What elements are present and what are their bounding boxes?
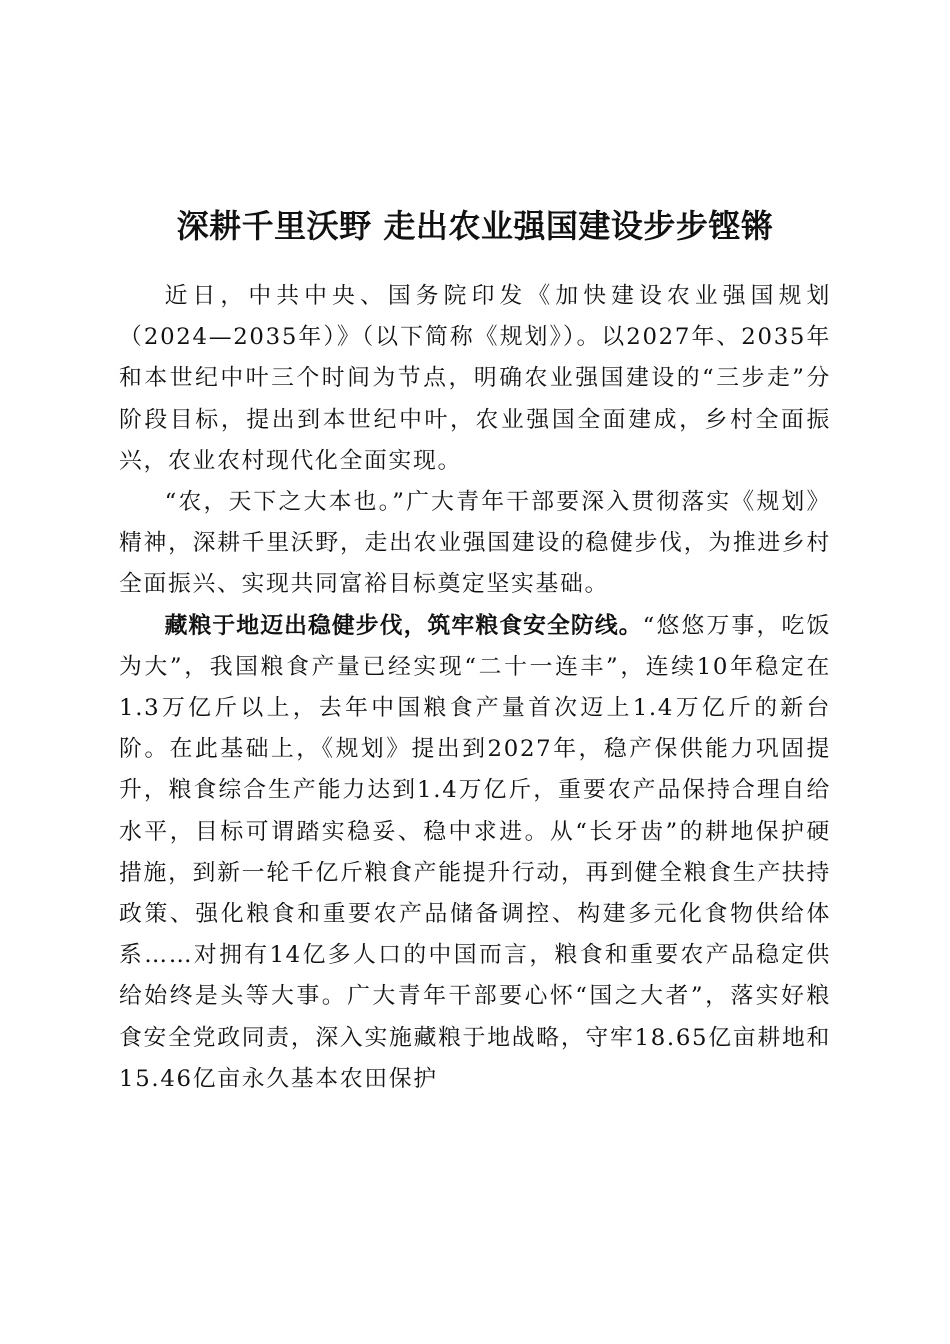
- paragraph-3: [119, 606, 831, 1100]
- paragraph-1: [119, 276, 831, 482]
- section-lead-heading: 藏粮于地迈出稳健步伐，筑牢粮食安全防线。: [164, 612, 643, 639]
- document-title: 深耕千里沃野 走出农业强国建设步步铿锵: [176, 207, 774, 246]
- paragraph-text: “悠悠万事，吃饭为大”，我国粮食产量已经实现“二十一连丰”，连续10年稳定在1.3万亿斤以上，去年中国粮食产量首次迈上1.4万亿斤的新台阶。在此基础上，《规划》提出到2027年，稳产保供能力巩固提升，粮食综合生产能力达到1.4万亿斤，重要农产品保持合理自给水平，目标可谓踏实稳妥、稳中求进。从“长牙齿”的耕地保护硬措施，到新一轮千亿斤粮食产能提升行动，再到健全粮食生产扶持政策、强化粮食和重要农产品储备调控、构建多元化食物供给体系……对拥有14亿多人口的中国而言，粮食和重要农产品稳定供给始终是头等大事。广大青年干部要心怀“国之大者”，落实好粮食安全党政同责，深入实施藏粮于地战略，守牢18.65亿亩耕地和15.46亿亩永久基本农田保护: [119, 612, 831, 1092]
- paragraph-2: [119, 482, 831, 606]
- paragraph-text: “农，天下之大本也。”广大青年干部要深入贯彻落实《规划》精神，深耕千里沃野，走出农业强国建设的稳健步伐，为推进乡村全面振兴、实现共同富裕目标奠定坚实基础。: [119, 489, 831, 598]
- article-body: [119, 276, 831, 1100]
- paragraph-text: 近日，中共中央、国务院印发《加快建设农业强国规划（2024—2035年）》（以下简称《规划》）。以2027年、2035年和本世纪中叶三个时间为节点，明确农业强国建设的“三步走”分阶段目标，提出到本世纪中叶，农业强国全面建成，乡村全面振兴，农业农村现代化全面实现。: [119, 283, 831, 474]
